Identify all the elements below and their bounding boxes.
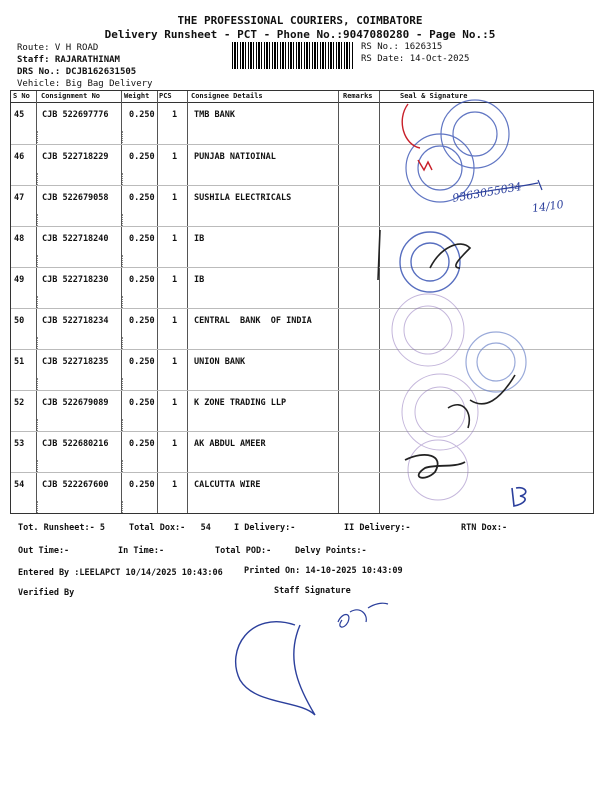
drs-text: DRS No.: DCJB162631505 [17,67,137,77]
table-row [11,144,593,186]
row-dotted-divider [122,131,123,143]
col-consignment: Consignment No [41,92,101,100]
row-weight: 0.250 [129,275,155,285]
row-dotted-divider [37,173,38,185]
ii-delivery: II Delivery:- [344,523,411,533]
row-sno: 49 [14,275,25,285]
row-pcs: 1 [172,234,178,244]
row-dotted-divider [37,131,38,143]
row-weight: 0.250 [129,357,155,367]
row-consignment-no: CJB 522718230 [42,275,109,285]
row-sno: 51 [14,357,25,367]
row-consignee: PUNJAB NATIOINAL [194,152,276,162]
row-consignment-no: CJB 522718234 [42,316,109,326]
table-row [11,103,593,144]
table-row [11,349,593,391]
row-consignee: IB [194,275,205,285]
row-pcs: 1 [172,480,178,490]
table-row [11,431,593,473]
runsheet-table [10,90,594,514]
row-dotted-divider [122,214,123,226]
row-dotted-divider [122,460,123,472]
row-consignee: CALCUTTA WIRE [194,480,261,490]
row-consignment-no: CJB 522679058 [42,193,109,203]
row-consignee: CENTRAL BANK OF INDIA [194,316,312,326]
row-consignee: IB [194,234,205,244]
row-consignment-no: CJB 522680216 [42,439,109,449]
row-dotted-divider [37,378,38,390]
row-weight: 0.250 [129,234,155,244]
row-dotted-divider [122,378,123,390]
delvy-points: Delvy Points:- [295,546,367,556]
row-dotted-divider [122,419,123,431]
col-pcs: PCS [159,92,172,100]
row-pcs: 1 [172,110,178,120]
row-dotted-divider [37,255,38,267]
col-consignee: Consignee Details [191,92,263,100]
table-header [11,91,593,103]
tot-runsheet: Tot. Runsheet:- 5 [18,523,105,533]
table-row [11,472,593,514]
row-consignee: UNION BANK [194,357,246,367]
col-remarks: Remarks [343,92,373,100]
row-consignment-no: CJB 522267600 [42,480,109,490]
row-weight: 0.250 [129,110,155,120]
row-weight: 0.250 [129,439,155,449]
row-dotted-divider [122,501,123,513]
verified-by: Verified By [18,588,75,598]
table-row [11,226,593,268]
vehicle-text: Vehicle: Big Bag Delivery [17,79,153,89]
row-pcs: 1 [172,275,178,285]
col-sno: S No [13,92,30,100]
row-pcs: 1 [172,193,178,203]
row-sno: 53 [14,439,25,449]
row-pcs: 1 [172,398,178,408]
table-row [11,390,593,432]
in-time: In Time:- [118,546,165,556]
row-dotted-divider [122,255,123,267]
row-consignee: SUSHILA ELECTRICALS [194,193,292,203]
large-signature-icon [236,622,315,715]
table-row [11,308,593,350]
row-pcs: 1 [172,439,178,449]
row-pcs: 1 [172,357,178,367]
row-sno: 50 [14,316,25,326]
row-sno: 47 [14,193,25,203]
row-consignment-no: CJB 522718229 [42,152,109,162]
handwritten-date: 14/10 [531,197,565,216]
handwritten-phone: 9363055034 [451,180,523,205]
row-dotted-divider [122,337,123,349]
row-dotted-divider [37,460,38,472]
row-weight: 0.250 [129,152,155,162]
rs-number: RS No.: 1626315 [361,42,443,52]
row-dotted-divider [122,296,123,308]
row-sno: 45 [14,110,25,120]
rs-date: RS Date: 14-Oct-2025 [361,54,470,64]
row-consignment-no: CJB 522718240 [42,234,109,244]
row-sno: 48 [14,234,25,244]
total-pod: Total POD:- [215,546,272,556]
barcode [232,42,354,69]
row-pcs: 1 [172,152,178,162]
runsheet-subtitle: Delivery Runsheet - PCT - Phone No.:9047080280 - Page No.:5 [104,28,496,41]
out-time: Out Time:- [18,546,70,556]
staff-signature-icon [338,603,388,627]
row-dotted-divider [37,419,38,431]
row-consignment-no: CJB 522697776 [42,110,109,120]
row-sno: 52 [14,398,25,408]
row-consignment-no: CJB 522718235 [42,357,109,367]
row-consignee: K ZONE TRADING LLP [194,398,287,408]
row-consignment-no: CJB 522679089 [42,398,109,408]
route-text: Route: V H ROAD [17,43,99,53]
company-title: THE PROFESSIONAL COURIERS, COIMBATORE [177,14,423,27]
row-consignee: TMB BANK [194,110,235,120]
row-consignee: AK ABDUL AMEER [194,439,266,449]
row-weight: 0.250 [129,193,155,203]
staff-signature-label: Staff Signature [274,586,351,596]
i-delivery: I Delivery:- [234,523,296,533]
row-dotted-divider [37,501,38,513]
rtn-dox: RTN Dox:- [461,523,508,533]
col-seal: Seal & Signature [400,92,468,100]
row-pcs: 1 [172,316,178,326]
row-dotted-divider [37,296,38,308]
row-weight: 0.250 [129,480,155,490]
entered-by: Entered By :LEELAPCT 10/14/2025 10:43:06 [18,568,223,578]
table-row [11,267,593,309]
printed-on: Printed On: 14-10-2025 10:43:09 [244,566,403,576]
row-dotted-divider [122,173,123,185]
row-sno: 46 [14,152,25,162]
row-dotted-divider [37,337,38,349]
row-dotted-divider [37,214,38,226]
row-sno: 54 [14,480,25,490]
col-weight: Weight [124,92,150,100]
row-weight: 0.250 [129,316,155,326]
total-dox: Total Dox:- 54 [129,523,211,533]
staff-text: Staff: RAJARATHINAM [17,55,120,65]
row-weight: 0.250 [129,398,155,408]
